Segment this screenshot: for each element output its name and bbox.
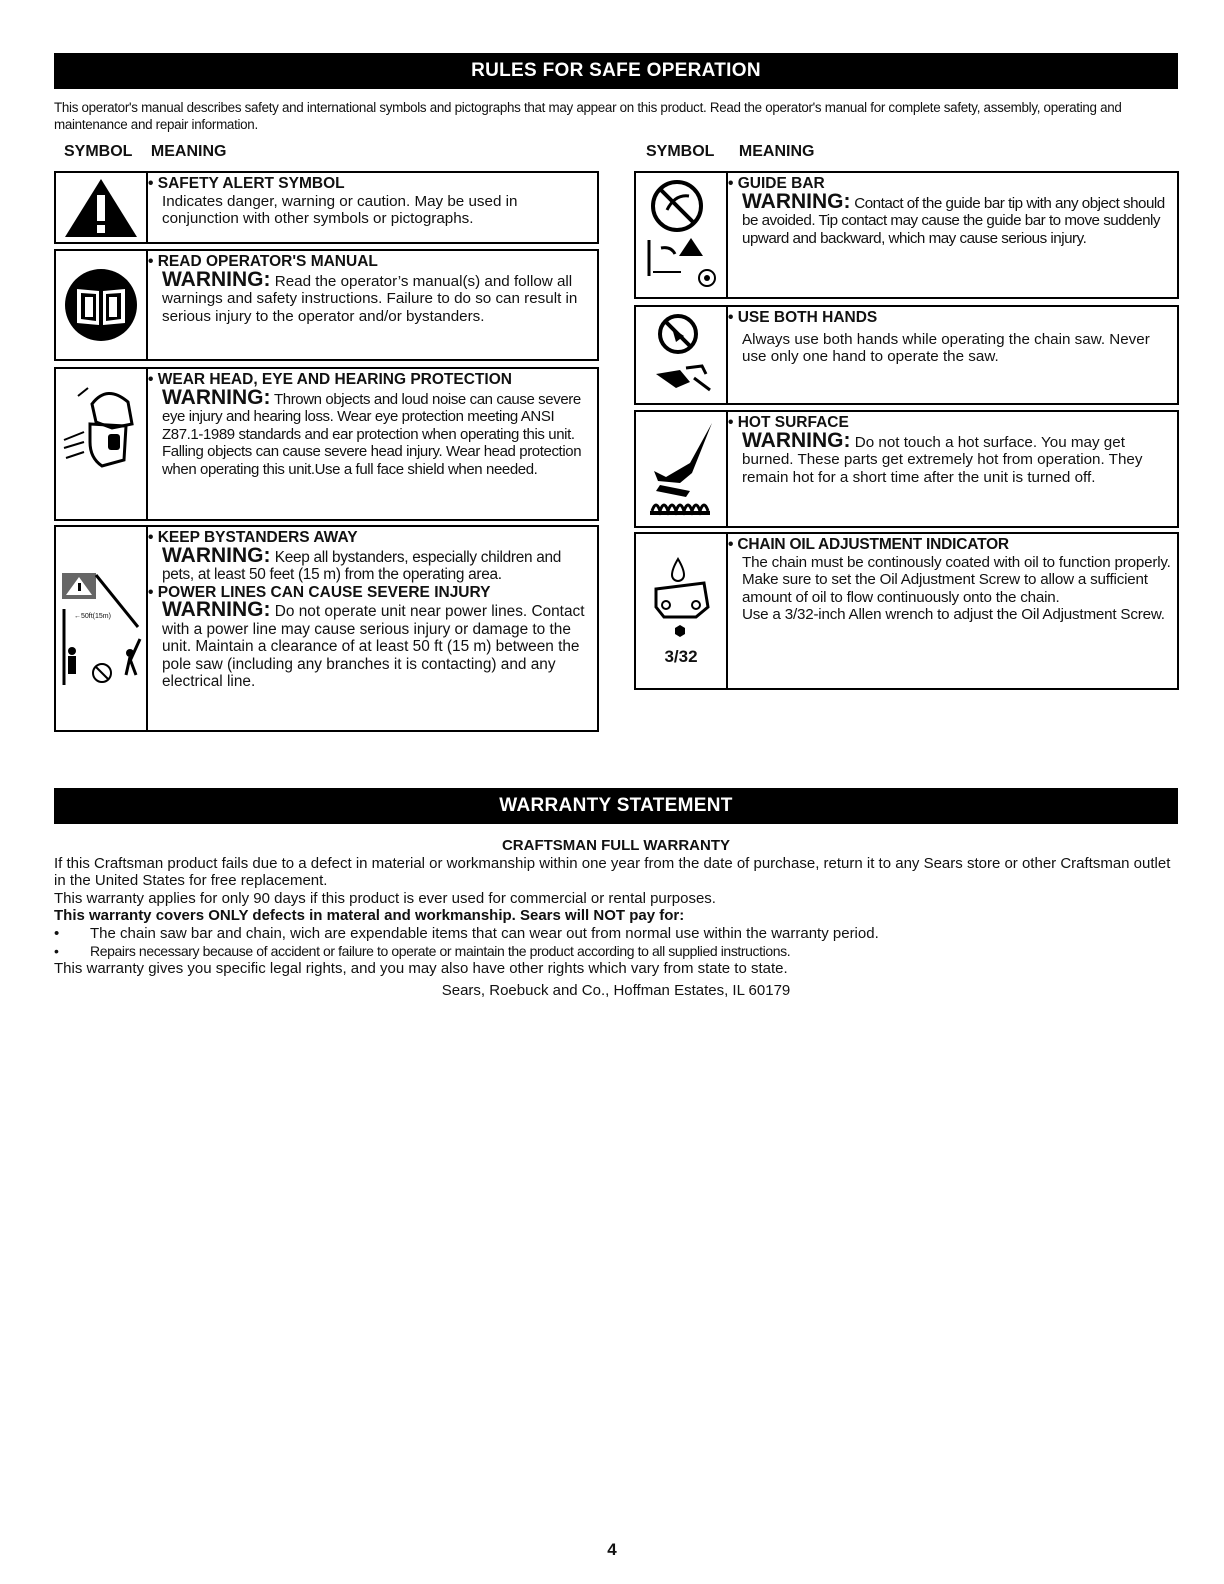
read-manual-book-icon bbox=[56, 251, 148, 359]
row-title-power-lines: • POWER LINES CAN CAUSE SEVERE INJURY bbox=[148, 584, 591, 602]
distance-label: ←50ft(15m) bbox=[74, 613, 111, 620]
rules-banner: RULES FOR SAFE OPERATION bbox=[54, 53, 1178, 89]
use-both-hands-icon bbox=[636, 307, 728, 403]
row-text: The chain must be continously coated with oil to function properly. Make sure to set the Oil Adjustment Screw to allow a sufficient amount of oil to flow continuously onto the chain. bbox=[742, 553, 1171, 606]
guide-bar-content bbox=[737, 175, 1171, 247]
warranty-exclusions-list bbox=[54, 925, 1178, 960]
meaning-header: MEANING bbox=[738, 143, 815, 160]
head-eye-hearing-protection-icon bbox=[56, 369, 148, 519]
left-column-header bbox=[64, 143, 226, 161]
row-text: Indicates danger, warning or caution. May be used in conjunction with other symbols or pictographs. bbox=[162, 192, 518, 227]
warning-label: WARNING: bbox=[162, 598, 271, 621]
row-text: Always use both hands while operating the chain saw. Never use only one hand to operate the saw. bbox=[742, 330, 1150, 365]
warranty-paragraph: If this Craftsman product fails due to a defect in material or workmanship within one year from the date of purchase, return it to any Sears store or other Craftsman outlet in the United States for free replacement. bbox=[54, 854, 1171, 890]
row-text: Do not touch a hot surface. You may get burned. These parts get extremely hot from operation. They remain hot for a short time after the unit is turned off. bbox=[742, 433, 1143, 486]
row-text-2: Use a 3/32-inch Allen wrench to adjust the Oil Adjustment Screw. bbox=[742, 606, 1165, 623]
warning-label: WARNING: bbox=[162, 543, 271, 567]
row-title: • KEEP BYSTANDERS AWAY bbox=[148, 529, 591, 547]
row-title: • SAFETY ALERT SYMBOL bbox=[148, 175, 591, 193]
symbol-row-read-manual bbox=[54, 249, 599, 361]
warranty-exclusions-heading: This warranty covers ONLY defects in materal and workmanship. Sears will NOT pay for: bbox=[54, 907, 685, 925]
warning-label: WARNING: bbox=[742, 428, 851, 452]
row-title: • READ OPERATOR'S MANUAL bbox=[148, 253, 591, 271]
guide-bar-kickback-icon bbox=[636, 173, 728, 297]
row-title: • GUIDE BAR bbox=[728, 175, 1171, 193]
head-protection-content bbox=[157, 371, 591, 478]
list-item: • Repairs necessary because of accident or failure to operate or maintain the product according to all supplied instructions. bbox=[54, 943, 1178, 961]
right-column-header bbox=[646, 143, 814, 161]
row-title: • WEAR HEAD, EYE AND HEARING PROTECTION bbox=[148, 371, 591, 389]
warranty-paragraph: This warranty gives you specific legal rights, and you may also have other rights which vary from state to state. bbox=[54, 960, 788, 978]
warranty-section bbox=[54, 837, 1178, 999]
row-text: Thrown objects and loud noise can cause severe eye injury and hearing loss. Wear eye protection meeting ANSI Z87.1-1989 standards and ear protection when operating this unit. Falling objects can cause severe head injury. Wear head protection when operating this unit.Use a full face shield when needed. bbox=[162, 390, 582, 478]
warning-label: WARNING: bbox=[162, 385, 271, 409]
hot-surface-icon bbox=[636, 412, 728, 526]
symbol-row-safety-alert bbox=[54, 171, 599, 244]
meaning-header: MEANING bbox=[150, 143, 227, 160]
symbol-row-hot-surface bbox=[634, 410, 1179, 528]
row-title: • USE BOTH HANDS bbox=[728, 309, 1171, 327]
symbol-header: SYMBOL bbox=[64, 143, 133, 160]
wrench-size-label: 3/32 bbox=[664, 647, 698, 666]
symbol-row-head-protection bbox=[54, 367, 599, 521]
warning-label: WARNING: bbox=[742, 189, 851, 213]
bystanders-content bbox=[157, 529, 591, 691]
bystanders-power-lines-icon bbox=[56, 527, 148, 730]
row-title: • HOT SURFACE bbox=[728, 414, 1171, 432]
warranty-banner: WARRANTY STATEMENT bbox=[54, 788, 1178, 824]
safety-alert-content bbox=[157, 175, 591, 228]
warning-label: WARNING: bbox=[162, 267, 271, 291]
symbol-row-chain-oil bbox=[634, 532, 1179, 690]
warranty-address: Sears, Roebuck and Co., Hoffman Estates, IL 60179 bbox=[441, 981, 791, 999]
list-item: • The chain saw bar and chain, wich are expendable items that can wear out from normal use within the warranty period. bbox=[54, 925, 1178, 943]
intro-text: This operator's manual describes safety and international symbols and pictographs that may appear on this product. Read the operator's manual for complete safety, assembly, operating and maintenance and repair information. bbox=[54, 100, 1122, 132]
symbol-row-guide-bar bbox=[634, 171, 1179, 299]
read-manual-content bbox=[157, 253, 591, 325]
symbol-header: SYMBOL bbox=[646, 143, 715, 160]
row-text: Do not operate unit near power lines. Contact with a power line may cause serious injury or damage to the unit. Maintain a clearance of at least 50 ft (15 m) between the pole saw (including any branches it is contacting) and any electrical line. bbox=[162, 603, 585, 690]
safety-alert-triangle-icon bbox=[56, 173, 148, 242]
row-title: • CHAIN OIL ADJUSTMENT INDICATOR bbox=[728, 536, 1171, 554]
symbol-row-bystanders bbox=[54, 525, 599, 732]
warranty-paragraph: This warranty applies for only 90 days if this product is ever used for commercial or rental purposes. bbox=[54, 889, 716, 907]
hot-surface-content bbox=[737, 414, 1171, 486]
chain-oil-content bbox=[737, 536, 1171, 624]
row-text: Keep all bystanders, especially children and pets, at least 50 feet (15 m) from the operating area. bbox=[162, 548, 562, 583]
row-text: Contact of the guide bar tip with any object should be avoided. Tip contact may cause the guide bar to move suddenly upward and backward, which may cause serious injury. bbox=[742, 194, 1165, 247]
both-hands-content bbox=[737, 309, 1171, 366]
page-number: 4 bbox=[607, 1540, 617, 1559]
warranty-heading: CRAFTSMAN FULL WARRANTY bbox=[501, 837, 731, 854]
chain-oil-adjustment-icon bbox=[636, 534, 728, 688]
row-text: Read the operator’s manual(s) and follow all warnings and safety instructions. Failure to do so can result in serious injury to the operator and/or bystanders. bbox=[162, 272, 578, 325]
symbol-row-both-hands bbox=[634, 305, 1179, 405]
